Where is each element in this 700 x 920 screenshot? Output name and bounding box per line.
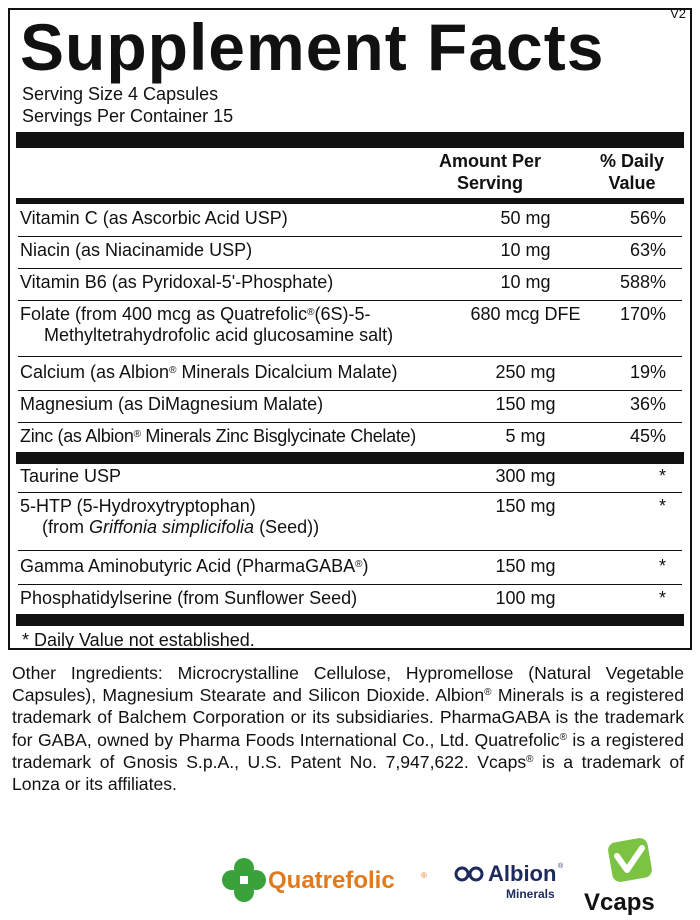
ingredient-row: 5-HTP (5-Hydroxytryptophan) (from Griffonia simplicifolia (Seed)) 150 mg * [20, 496, 666, 537]
serving-size: Serving Size 4 Capsules [22, 84, 219, 104]
row-divider [18, 300, 682, 301]
svg-text:Quatrefolic: Quatrefolic [268, 867, 395, 894]
row-divider [18, 268, 682, 269]
vcaps-logo [584, 838, 655, 916]
version-label: V2 [670, 6, 686, 21]
header-divider [16, 198, 684, 204]
row-divider [18, 390, 682, 391]
row-divider [18, 422, 682, 423]
row-divider [18, 584, 682, 585]
nutrient-row: Folate (from 400 mcg as Quatrefolic®(6S)-5- Methyltetrahydrofolic acid glucosamine salt) 680 mcg DFE 170% [20, 304, 666, 345]
quatrefolic-logo [222, 858, 427, 902]
amount-header: Amount Per Serving [438, 151, 541, 193]
svg-text:Albion: Albion [488, 861, 557, 886]
thick-divider [16, 132, 684, 148]
footnote: * Daily Value not established. [22, 630, 255, 650]
servings-per-container: Servings Per Container 15 [22, 106, 234, 126]
brand-logos [0, 838, 700, 920]
svg-text:®: ® [421, 871, 427, 880]
section-divider [16, 452, 684, 464]
svg-text:®: ® [558, 863, 564, 870]
other-ingredients: Other Ingredients: Microcrystalline Cellulose, Hypromellose (Natural Vegetable Capsules), Magnesium Stearate and Silicon Dioxide. Albion® Minerals is a registered trademark of Balchem Corporation or its subsidiaries. PharmaGABA is the trademark for GABA, owned by Pharma Foods International Co., Ltd. Quatrefolic® is a registered trademark of Gnosis S.p.A., U.S. Patent No. 7,947,622. Vcaps® is a trademark of Lonza or its affiliates. [12, 663, 684, 795]
dv-header: % Daily Value [599, 151, 665, 193]
row-divider [18, 356, 682, 357]
row-divider [18, 550, 682, 551]
supplement-facts-panel: Supplement Facts Serving Size 4 Capsules Servings Per Container 15 Amount Per Serving % Daily Value Vitamin C (as Ascorbic Acid USP) 50 mg 56% Niacin (as Niacinamide USP) 10 mg 63% Vitamin B6 (as Pyridoxal-5'-Phosphate) 10 mg 588% Folate (from 400 mcg as Quatrefolic®(6S)-5- Methyltetrahydrofolic acid glucosamine salt) 680 mcg DFE 170% Calcium (as Albion® Minerals Dicalcium Malate) 250 mg 19% Magnesium (as DiMagnesium Malate) 150 mg 36% Zinc (as Albion® Minerals Zinc Bisglycinate Chelate) 5 mg 45% Taurine USP 300 mg * 5-HTP (5-Hydroxytryptophan) (from Griffonia simplicifolia (Seed)) 150 mg * Gamma Aminobutyric Acid (PharmaGABA®) 150 mg * Phosphatidylserine (from Sunflower Seed) 100 mg * * Daily Value not established. [8, 8, 692, 650]
row-divider [18, 492, 682, 493]
bottom-divider [16, 614, 684, 626]
albion-logo [456, 861, 564, 901]
svg-text:Minerals: Minerals [506, 887, 555, 901]
panel-title: Supplement Facts [20, 10, 605, 84]
svg-text:Vcaps: Vcaps [584, 889, 655, 916]
row-divider [18, 236, 682, 237]
